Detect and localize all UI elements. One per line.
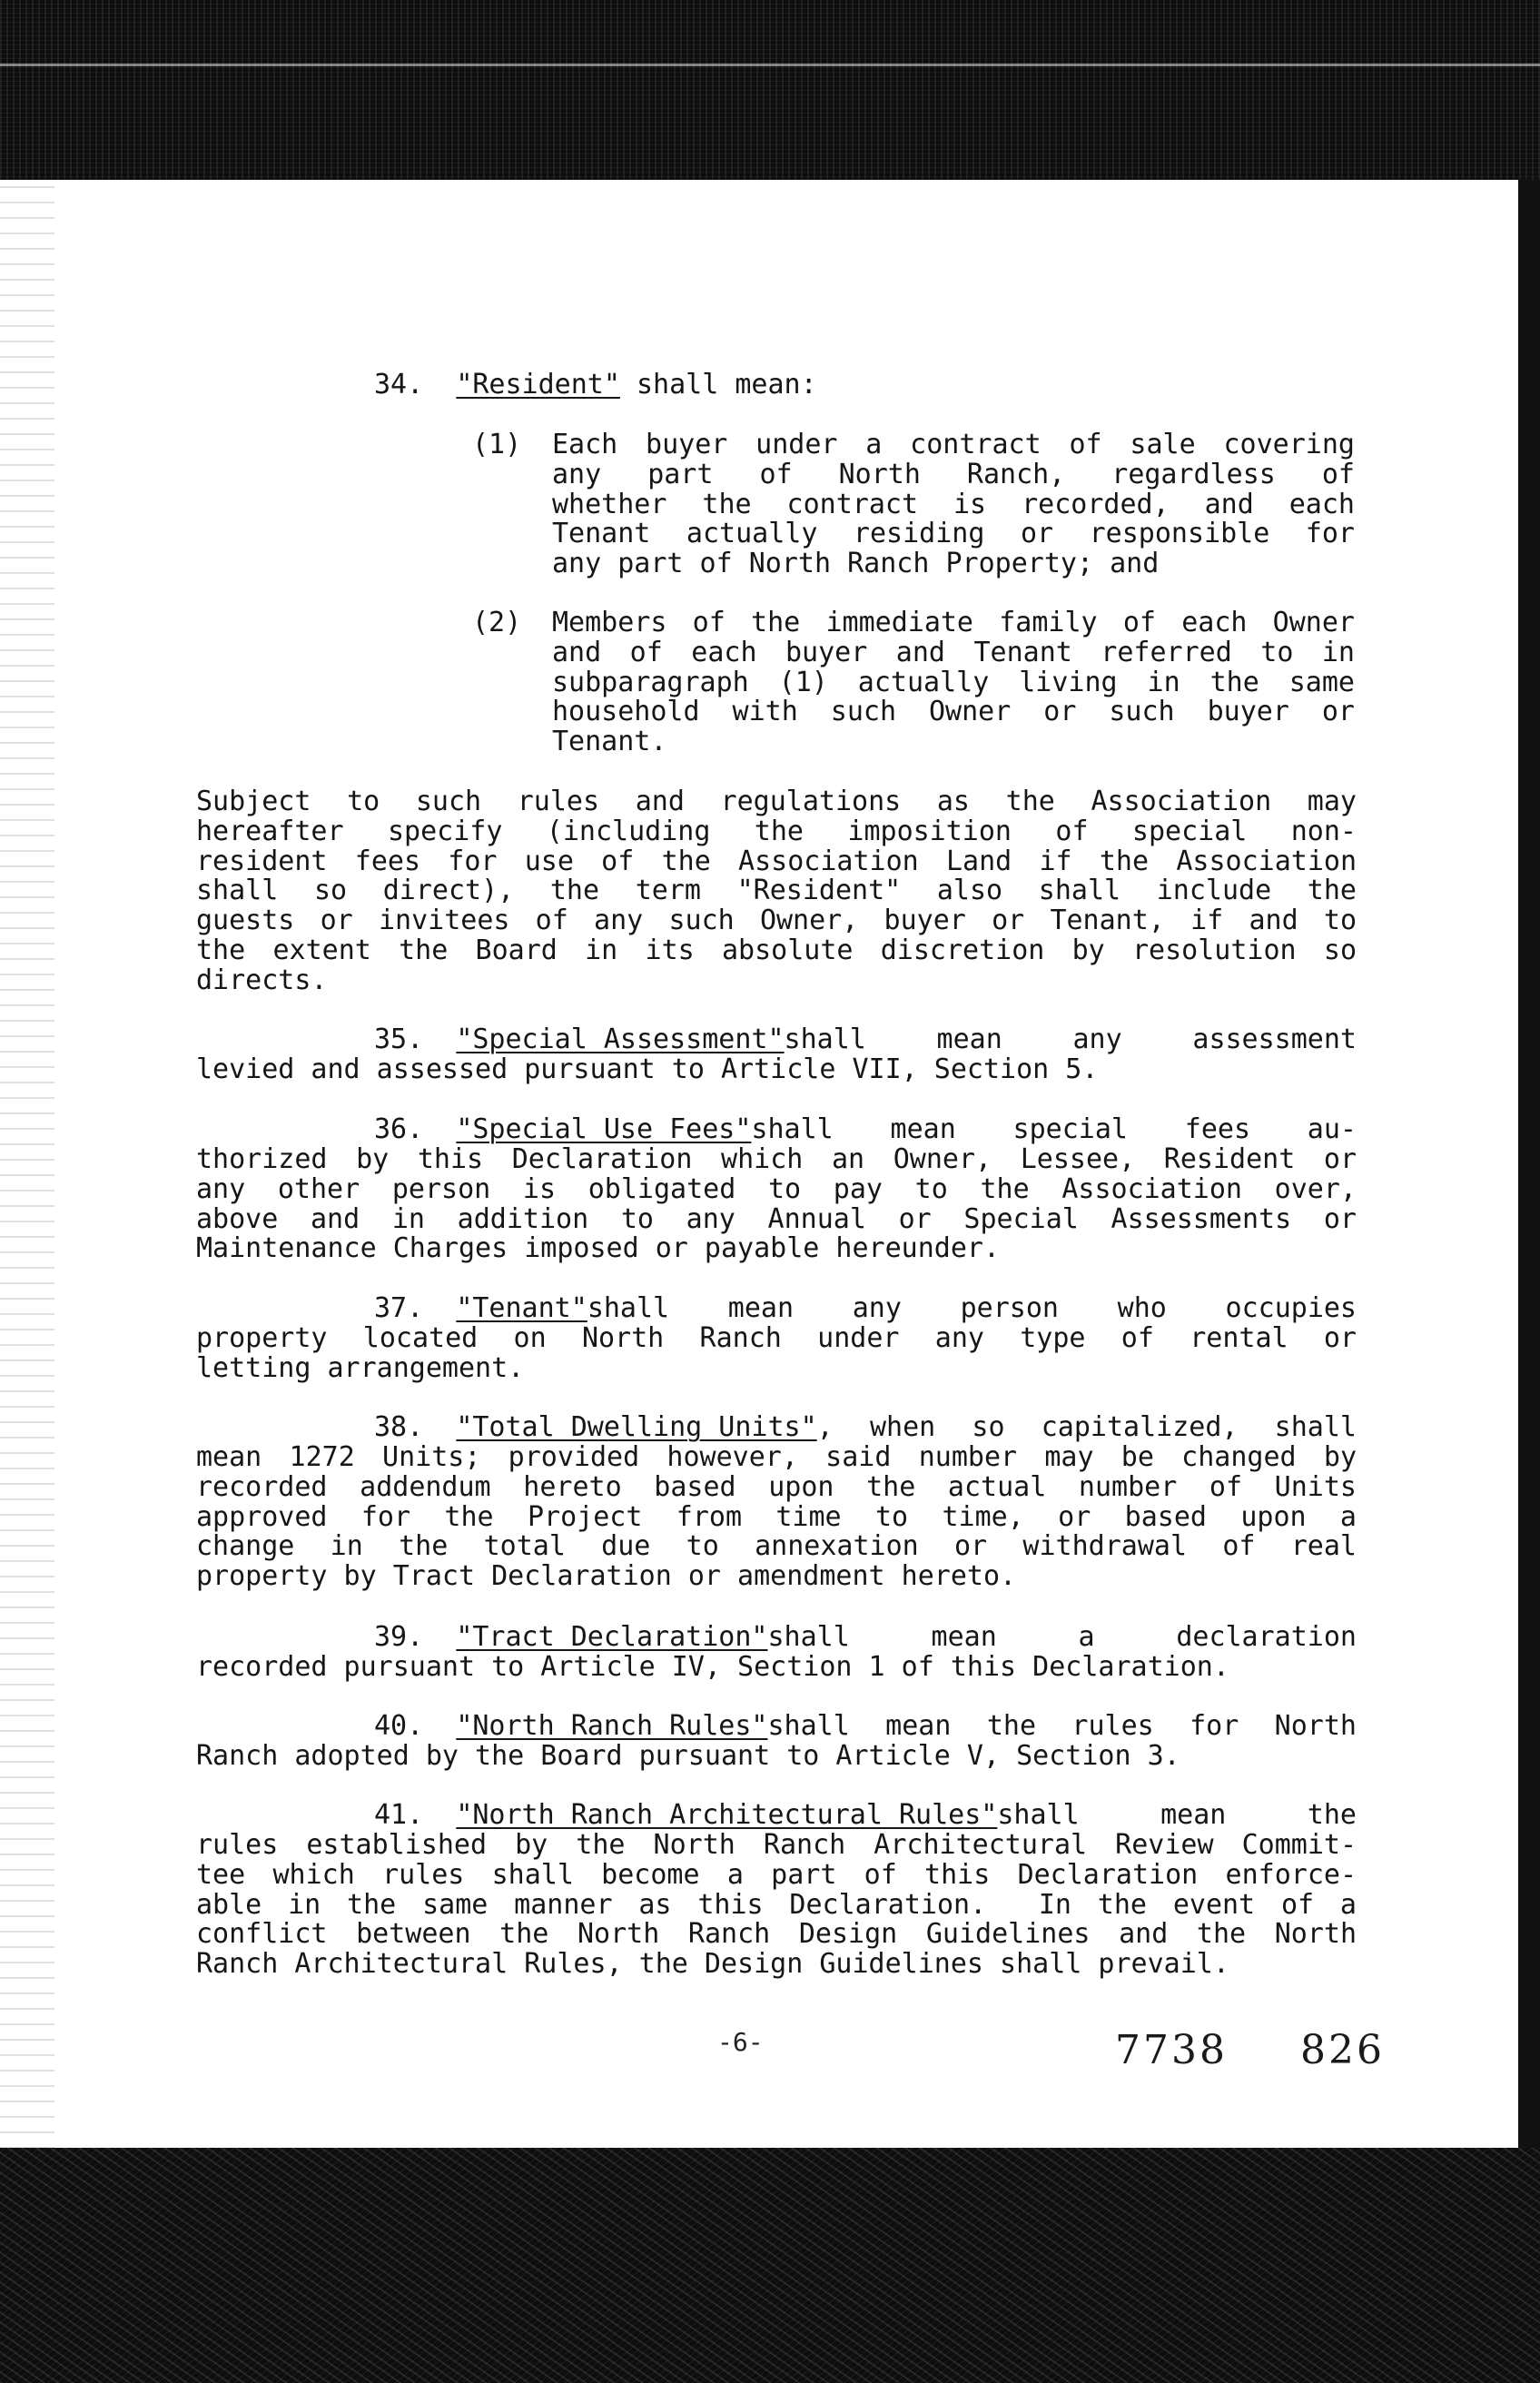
section-number: 39. bbox=[374, 1621, 457, 1653]
section-36-body bbox=[196, 1145, 1357, 1264]
text-line: Each buyer under a contract of sale covering bbox=[552, 429, 1355, 460]
text-line: Members of the immediate family of each Owner bbox=[552, 607, 1355, 638]
text-line: able in the same manner as this Declaration. In the event of a bbox=[196, 1888, 1357, 1921]
text-line: property located on North Ranch under any type of rental or bbox=[196, 1322, 1357, 1354]
recording-book-number: 7738 bbox=[1115, 2027, 1228, 2073]
text-line: change in the total due to annexation or withdrawal of real bbox=[196, 1530, 1357, 1563]
text-line: any part of North Ranch, regardless of bbox=[552, 458, 1355, 490]
section-number: 35. bbox=[374, 1023, 457, 1055]
section-35-body bbox=[196, 1055, 1357, 1085]
section-40-body bbox=[196, 1742, 1357, 1772]
defined-term: "Special Use Fees" bbox=[456, 1113, 752, 1145]
section-37-body bbox=[196, 1324, 1357, 1384]
text-line: tee which rules shall become a part of this Declaration enforce- bbox=[196, 1858, 1357, 1891]
section-39-body bbox=[196, 1653, 1357, 1683]
text-line: Maintenance Charges imposed or payable hereunder. bbox=[196, 1232, 1001, 1265]
defined-term: "Tract Declaration" bbox=[456, 1621, 768, 1653]
text-line: any other person is obligated to pay to the Association over, bbox=[196, 1172, 1357, 1205]
definition-text: shall mean any person who occupies bbox=[587, 1292, 1357, 1324]
item-1-body bbox=[552, 430, 1355, 579]
section-40-first-line bbox=[374, 1712, 1357, 1742]
text-line: letting arrangement. bbox=[196, 1351, 525, 1384]
item-2-label: (2) bbox=[472, 607, 522, 638]
section-39-first-line bbox=[374, 1623, 1357, 1653]
text-line: approved for the Project from time to time, or based upon a bbox=[196, 1500, 1357, 1533]
section-number: 36. bbox=[374, 1113, 457, 1145]
scan-border-top bbox=[0, 0, 1540, 182]
text-line: shall so direct), the term "Resident" also shall include the bbox=[196, 875, 1357, 907]
text-line: property by Tract Declaration or amendment hereto. bbox=[196, 1560, 1017, 1593]
text-line: subparagraph (1) actually living in the same bbox=[552, 666, 1355, 698]
text-line: Tenant actually residing or responsible for bbox=[552, 518, 1355, 550]
text-line: any part of North Ranch Property; and bbox=[552, 548, 1160, 580]
definition-text: shall mean special fees au- bbox=[751, 1113, 1357, 1145]
section-number: 41. bbox=[374, 1799, 457, 1831]
text-line: directs. bbox=[196, 964, 328, 996]
text-line: recorded pursuant to Article IV, Section 1 of this Declaration. bbox=[196, 1651, 1229, 1683]
text-line: resident fees for use of the Association Land if the Association bbox=[196, 845, 1357, 877]
scan-border-bottom bbox=[0, 2148, 1540, 2383]
text-line: Subject to such rules and regulations as the Association may bbox=[196, 786, 1357, 817]
section-number: 38. bbox=[374, 1411, 457, 1443]
scan-border-line bbox=[0, 64, 1540, 66]
section-41-body bbox=[196, 1831, 1357, 1980]
section-38-first-line bbox=[374, 1413, 1357, 1443]
text-line: levied and assessed pursuant to Article VII, Section 5. bbox=[196, 1053, 1099, 1085]
text-line: the extent the Board in its absolute discretion by resolution so bbox=[196, 934, 1357, 966]
text-line: household with such Owner or such buyer or bbox=[552, 696, 1355, 728]
text-line: mean 1272 Units; provided however, said number may be changed by bbox=[196, 1441, 1357, 1473]
section-number: 40. bbox=[374, 1710, 457, 1742]
text-line: above and in addition to any Annual or Special Assessments or bbox=[196, 1202, 1357, 1235]
scan-speckle-left bbox=[0, 180, 54, 2149]
definition-text: shall mean the rules for North bbox=[767, 1710, 1357, 1742]
defined-term: "Resident" bbox=[456, 369, 620, 400]
text-line: Ranch adopted by the Board pursuant to Article V, Section 3. bbox=[196, 1740, 1180, 1772]
defined-term: "Tenant" bbox=[456, 1292, 587, 1324]
text-line: whether the contract is recorded, and each bbox=[552, 488, 1355, 520]
item-2-body bbox=[552, 608, 1355, 757]
text-line: Tenant. bbox=[552, 726, 667, 758]
section-35-first-line bbox=[374, 1025, 1357, 1055]
text-line: hereafter specify (including the imposition of special non- bbox=[196, 815, 1357, 847]
text-line: Ranch Architectural Rules, the Design Guidelines shall prevail. bbox=[196, 1948, 1229, 1981]
definition-text: shall mean the bbox=[997, 1799, 1357, 1831]
scan-border-right bbox=[1518, 180, 1540, 2149]
recording-page-number: 826 bbox=[1300, 2027, 1385, 2073]
section-41-first-line bbox=[374, 1801, 1357, 1831]
defined-term: "North Ranch Architectural Rules" bbox=[456, 1799, 998, 1831]
section-number: 37. bbox=[374, 1292, 457, 1324]
defined-term: "Special Assessment" bbox=[456, 1023, 785, 1055]
section-37-first-line bbox=[374, 1294, 1357, 1324]
resident-subject-paragraph bbox=[196, 787, 1357, 996]
definition-text: shall mean any assessment bbox=[784, 1023, 1357, 1055]
section-34-heading: 34. "Resident" shall mean: bbox=[374, 369, 817, 400]
item-1-label: (1) bbox=[472, 429, 522, 460]
section-36-first-line bbox=[374, 1115, 1357, 1145]
text-line: rules established by the North Ranch Architectural Review Commit- bbox=[196, 1829, 1357, 1861]
text-line: guests or invitees of any such Owner, buyer or Tenant, if and to bbox=[196, 905, 1357, 937]
text-line: thorized by this Declaration which an Owner, Lessee, Resident or bbox=[196, 1143, 1357, 1175]
definition-text: shall mean a declaration bbox=[767, 1621, 1357, 1653]
section-38-body bbox=[196, 1443, 1357, 1592]
defined-term: "North Ranch Rules" bbox=[456, 1710, 768, 1742]
text-line: recorded addendum hereto based upon the actual number of Units bbox=[196, 1470, 1357, 1503]
definition-text: , when so capitalized, shall bbox=[816, 1411, 1357, 1443]
text-line: and of each buyer and Tenant referred to in bbox=[552, 636, 1355, 668]
text-line: conflict between the North Ranch Design Guidelines and the North bbox=[196, 1918, 1357, 1951]
page-number: -6- bbox=[717, 2027, 764, 2057]
defined-term: "Total Dwelling Units" bbox=[456, 1411, 817, 1443]
